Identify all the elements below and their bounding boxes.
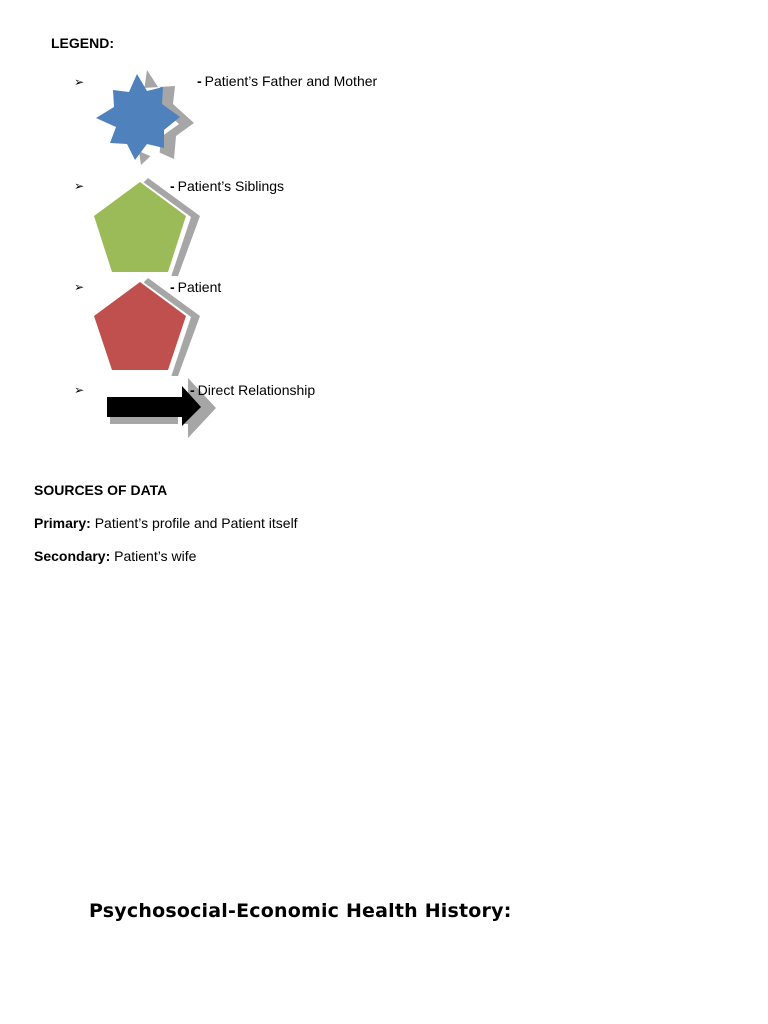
secondary-source-line bbox=[34, 548, 196, 564]
primary-value: Patient’s profile and Patient itself bbox=[94, 515, 298, 531]
secondary-label: Secondary: bbox=[34, 548, 111, 564]
legend-item-parents-label bbox=[197, 73, 377, 89]
legend-item-relationship-label bbox=[190, 382, 315, 398]
legend-label-text: Direct Relationship bbox=[197, 382, 316, 398]
primary-label: Primary: bbox=[34, 515, 91, 531]
dash: - bbox=[197, 73, 202, 89]
bullet-icon: ➢ bbox=[74, 383, 85, 397]
blue-star-icon bbox=[94, 70, 196, 168]
legend-label-text: Patient bbox=[177, 279, 222, 295]
bullet-icon: ➢ bbox=[74, 280, 85, 294]
dash: - bbox=[170, 279, 175, 295]
bullet-icon: ➢ bbox=[74, 179, 85, 193]
primary-source-line bbox=[34, 515, 298, 531]
legend-item-siblings-label bbox=[170, 178, 284, 194]
secondary-value: Patient’s wife bbox=[114, 548, 197, 564]
legend-title: LEGEND: bbox=[51, 35, 114, 51]
legend-label-text: Patient’s Siblings bbox=[177, 178, 285, 194]
legend-item-patient-label bbox=[170, 279, 221, 295]
legend-label-text: Patient’s Father and Mother bbox=[204, 73, 378, 89]
history-heading: Psychosocial-Economic Health History: bbox=[89, 900, 512, 922]
sources-heading: SOURCES OF DATA bbox=[34, 482, 168, 498]
dash: - bbox=[170, 178, 175, 194]
bullet-icon: ➢ bbox=[74, 75, 85, 89]
dash: - bbox=[190, 382, 195, 398]
